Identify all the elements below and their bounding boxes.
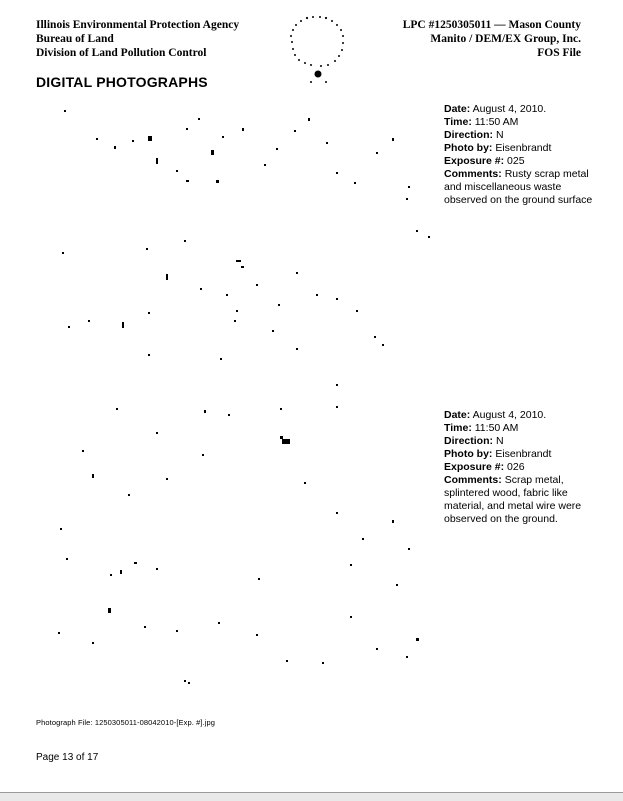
date-row	[444, 103, 594, 116]
time-value: 11:50 AM	[474, 116, 519, 128]
date-label: Date:	[444, 409, 471, 421]
date-value: August 4, 2010.	[472, 409, 547, 421]
agency-name: Illinois Environmental Protection Agency	[36, 19, 240, 31]
photo-1-details	[444, 103, 594, 207]
photo-by-label: Photo by:	[444, 448, 493, 460]
photo-by-value: Eisenbrandt	[495, 142, 552, 154]
time-row	[444, 422, 594, 435]
photo-by-value: Eisenbrandt	[495, 448, 552, 460]
header-site-block	[403, 18, 581, 60]
comments-row	[444, 168, 594, 207]
time-row	[444, 116, 594, 129]
direction-value: N	[495, 129, 504, 141]
date-row	[444, 409, 594, 422]
page-title: DIGITAL PHOTOGRAPHS	[36, 74, 208, 90]
comments-label: Comments:	[444, 168, 502, 180]
exposure-label: Exposure #:	[444, 461, 505, 473]
exposure-label: Exposure #:	[444, 155, 505, 167]
exposure-value: 025	[507, 155, 525, 167]
photograph-file-note: Photograph File: 1250305011-08042010-[Exp. #].jpg	[36, 718, 216, 727]
direction-label: Direction:	[444, 435, 494, 447]
photo-1-image	[36, 98, 436, 388]
direction-row	[444, 435, 594, 448]
site-name: Manito / DEM/EX Group, Inc.	[430, 33, 581, 45]
agency-seal-logo	[280, 12, 356, 92]
time-value: 11:50 AM	[474, 422, 519, 434]
direction-row	[444, 129, 594, 142]
lpc-number: LPC #1250305011 — Mason County	[402, 19, 581, 31]
photo-2-image	[36, 398, 436, 688]
comments-row	[444, 474, 594, 526]
comments-value: Rusty scrap metal and miscellaneous waste observed on the ground surface	[444, 168, 593, 206]
header-agency-block	[36, 18, 239, 60]
photo-exposure-026	[36, 398, 436, 688]
time-label: Time:	[444, 422, 472, 434]
photo-by-label: Photo by:	[444, 142, 493, 154]
direction-value: N	[495, 435, 504, 447]
direction-label: Direction:	[444, 129, 494, 141]
bureau-name: Bureau of Land	[36, 33, 114, 45]
division-name: Division of Land Pollution Control	[36, 47, 207, 59]
date-value: August 4, 2010.	[472, 103, 547, 115]
photo-2-details	[444, 409, 594, 526]
photo-by-row	[444, 448, 594, 461]
exposure-row	[444, 461, 594, 474]
photo-exposure-025	[36, 98, 436, 388]
file-type: FOS File	[537, 47, 581, 59]
comments-label: Comments:	[444, 474, 502, 486]
photo-by-row	[444, 142, 594, 155]
page-number: Page 13 of 17	[36, 752, 99, 763]
exposure-value: 026	[507, 461, 525, 473]
comments-value: Scrap metal, splintered wood, fabric like material, and metal wire were observed on the ground.	[444, 474, 582, 525]
exposure-row	[444, 155, 594, 168]
date-label: Date:	[444, 103, 471, 115]
time-label: Time:	[444, 116, 472, 128]
